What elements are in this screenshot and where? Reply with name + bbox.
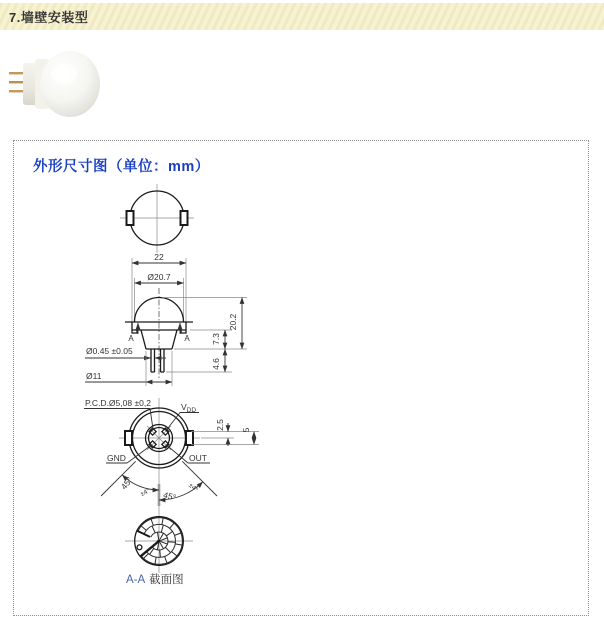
sensor-pins-photo [9, 72, 25, 92]
dim-pin-length: 4.6 [211, 358, 221, 370]
height-dimensions [162, 298, 247, 373]
section-mark-left: A [128, 334, 134, 343]
dimension-drawing-svg [70, 182, 320, 602]
section-label [126, 572, 184, 586]
section-mark-right: A [184, 334, 190, 343]
dim-pin-pitch: 5 [241, 427, 251, 433]
dim-base-dia: Ø11 [86, 371, 102, 381]
bottom-view [84, 398, 259, 573]
angle-right-tol: ±4° [186, 482, 199, 494]
label-vdd [181, 402, 196, 414]
label-vdd-sub: DD [186, 406, 197, 414]
angle-right: 45° [162, 489, 178, 503]
dim-total-height: 20.2 [228, 313, 238, 331]
angle-left: 45° [118, 475, 135, 492]
section-label-aa: A-A [126, 574, 146, 586]
product-photo [8, 48, 103, 120]
label-out: OUT [189, 453, 207, 463]
label-gnd: GND [107, 453, 126, 463]
sensor-body-photo [23, 51, 100, 117]
top-view [120, 184, 194, 253]
section-header-title: 7.墙壁安装型 [9, 10, 89, 25]
drawing-title: 外形尺寸图（单位：mm） [33, 159, 210, 175]
dim-pin-offset: 2.5 [215, 419, 225, 431]
label-pcd: P.C.D.Ø5,08 ±0,2 [85, 398, 151, 408]
dimension-drawing [70, 182, 320, 607]
dim-lens-dia: Ø20.7 [147, 272, 171, 282]
side-view [125, 288, 193, 378]
angle-left-tol: ±4° [139, 487, 152, 499]
dim-22: 22 [154, 252, 164, 262]
section-label-cn: 截面图 [149, 574, 184, 586]
dim-flange-base: 7.3 [211, 333, 221, 345]
dim-pin-dia: Ø0.45 ±0.05 [86, 346, 133, 356]
product-photo-image [8, 48, 103, 120]
section-header-bar [0, 3, 604, 30]
label-vdd-v: V [181, 402, 187, 412]
